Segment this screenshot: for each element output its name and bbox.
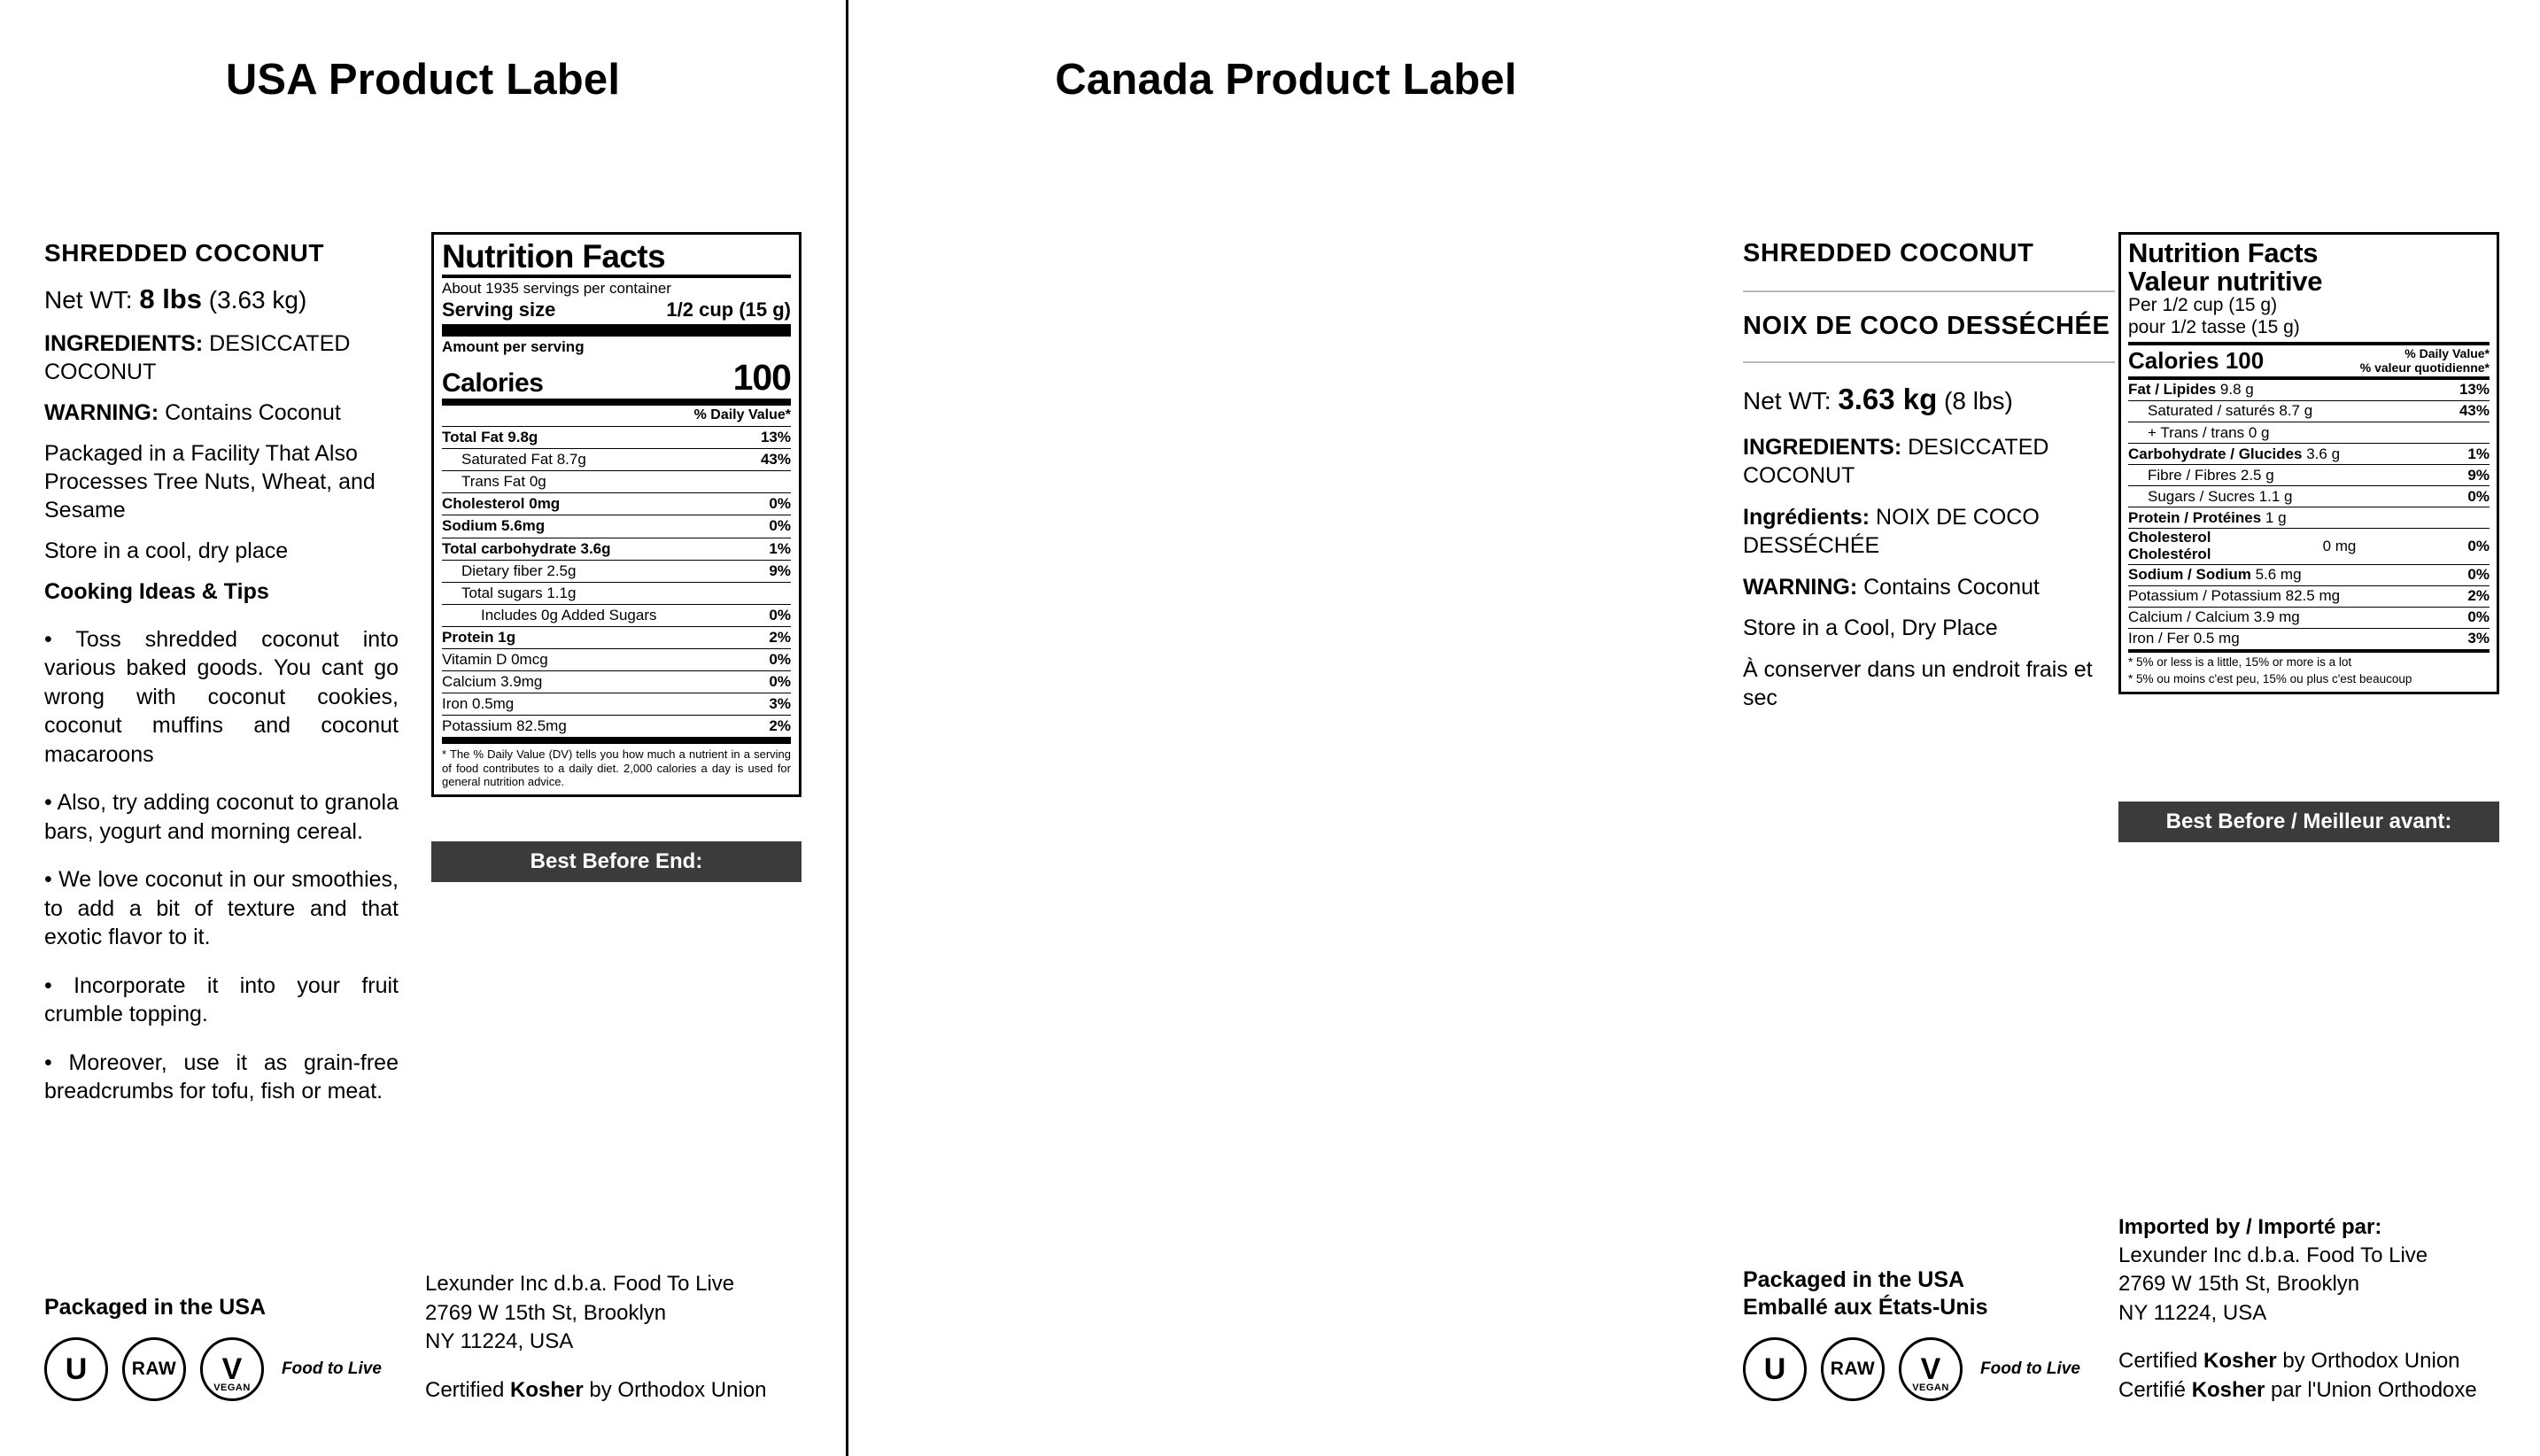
canada-nf-row [2128, 608, 2490, 628]
canada-panel-title: Canada Product Label [1055, 56, 1517, 104]
usa-nf-row-label: Potassium 82.5mg [442, 716, 567, 734]
kosher-u-letter: U [1763, 1351, 1786, 1386]
canada-warning-label: WARNING: [1743, 574, 1858, 600]
usa-facility-note: Packaged in a Facility That Also Processes Tree Nuts, Wheat, and Sesame [44, 440, 376, 523]
canada-nf-row [2128, 444, 2490, 464]
raw-icon [1821, 1337, 1885, 1401]
usa-nf-row [442, 605, 791, 626]
usa-ingredients-value: DESICCATED COCONUT [44, 330, 351, 384]
canada-packaged-in-fr: Emballé aux États-Unis [1743, 1294, 1988, 1320]
canada-nf-footnote-en: * 5% or less is a little, 15% or more is a lot [2128, 654, 2352, 669]
usa-nf-row [442, 493, 791, 515]
canada-nf-cholesterol-row [2128, 529, 2490, 563]
usa-nf-row-dv: 3% [769, 694, 791, 712]
canada-nf-calories: Calories 100 [2128, 347, 2265, 375]
canada-ingredients [1743, 433, 2115, 491]
raw-icon [122, 1337, 186, 1401]
canada-nf-cholesterol-en: Cholesterol [2128, 529, 2211, 546]
canada-nf-row-dv: 9% [2467, 466, 2490, 484]
canada-address-block [2118, 1213, 2535, 1405]
kosher-u-icon [1743, 1337, 1807, 1401]
canada-nutrition-facts-panel [2118, 232, 2499, 694]
canada-nf-row [2128, 422, 2490, 443]
usa-nf-serving-size [442, 298, 791, 324]
usa-nf-row [442, 716, 791, 737]
canada-nf-row-label: Fibre / Fibres 2.5 g [2148, 466, 2274, 484]
usa-net-weight-alt: (3.63 kg) [208, 285, 307, 314]
canada-nf-row [2128, 380, 2490, 400]
usa-storage-note: Store in a cool, dry place [44, 538, 289, 563]
usa-nf-row [442, 583, 791, 604]
usa-nf-amount-per-serving: Amount per serving [442, 338, 585, 355]
kosher-u-icon [44, 1337, 108, 1401]
usa-nf-row [442, 693, 791, 715]
canada-nf-row [2128, 486, 2490, 507]
canada-nf-rows-bottom [2128, 565, 2490, 649]
canada-divider-2 [1743, 361, 2115, 363]
canada-ingredients-value: DESICCATED COCONUT [1743, 434, 2049, 489]
canada-nf-row-label: Potassium / Potassium 82.5 mg [2128, 587, 2341, 605]
canada-nf-dv-en: % Daily Value* [2404, 345, 2490, 360]
canada-nf-row [2128, 565, 2490, 585]
canada-nf-row-label: Sugars / Sucres 1.1 g [2148, 487, 2293, 505]
usa-kosher-line [425, 1376, 824, 1405]
usa-nf-calories-label: Calories [442, 368, 544, 399]
canada-nf-row-label: + Trans / trans 0 g [2148, 423, 2270, 441]
canada-nf-row-label: Protein / Protéines 1 g [2128, 508, 2287, 526]
usa-warning [44, 399, 399, 427]
usa-text-column [44, 237, 399, 1126]
list-item: • We love coconut in our smoothies, to add a bit of texture and that exotic flavor to it. [44, 867, 399, 949]
usa-address-block [425, 1270, 824, 1405]
canada-nf-calories-row [2128, 345, 2490, 376]
canada-nf-row-dv: 2% [2467, 587, 2490, 605]
canada-nf-row-dv: 0% [2467, 608, 2490, 626]
usa-nf-row-dv: 0% [769, 650, 791, 668]
usa-nf-row-dv: 0% [769, 517, 791, 535]
usa-nf-row-dv: 13% [760, 429, 791, 446]
canada-warning [1743, 573, 2115, 602]
raw-text: RAW [1830, 1359, 1876, 1379]
usa-company-name: Lexunder Inc d.b.a. Food To Live [425, 1272, 735, 1297]
usa-nf-row-label: Dietary fiber 2.5g [461, 561, 577, 579]
canada-kosher-en-pre: Certified [2118, 1349, 2204, 1374]
usa-nf-serving-size-value: 1/2 cup (15 g) [666, 298, 791, 321]
canada-company-name: Lexunder Inc d.b.a. Food To Live [2118, 1243, 2428, 1268]
canada-nf-row-dv: 3% [2467, 630, 2490, 647]
canada-net-weight-alt: (8 lbs) [1944, 386, 2013, 414]
canada-nf-row-label: Sodium / Sodium 5.6 mg [2128, 566, 2302, 584]
vegan-text: VEGAN [213, 1382, 251, 1393]
usa-nf-row [442, 449, 791, 470]
usa-nf-calories-value: 100 [732, 357, 791, 399]
usa-nf-row [442, 627, 791, 648]
canada-nf-title-fr: Valeur nutritive [2128, 265, 2323, 297]
list-item: • Toss shredded coconut into various baked goods. You cant go wrong with coconut cookies, coconut muffins and coconut macaroons [44, 626, 399, 767]
usa-nf-row-dv: 0% [769, 672, 791, 690]
usa-nf-row [442, 649, 791, 670]
list-item: • Also, try adding coconut to granola bars, yogurt and morning cereal. [44, 790, 399, 844]
canada-ingredients-label-fr: Ingrédients: [1743, 504, 1870, 530]
canada-address-line1: 2769 W 15th St, Brooklyn [2118, 1272, 2360, 1297]
usa-nf-row-label: Total Fat 9.8g [442, 429, 538, 446]
canada-imported-by: Imported by / Importé par: [2118, 1214, 2382, 1239]
usa-nf-row-dv: 1% [769, 539, 791, 557]
canada-nf-row [2128, 629, 2490, 649]
usa-nf-row [442, 427, 791, 448]
food-to-live-logo: Food to Live [1980, 1359, 2080, 1378]
usa-nf-row [442, 671, 791, 693]
usa-nf-row-label: Total carbohydrate 3.6g [442, 539, 611, 557]
canada-nf-row-dv: 0% [2467, 487, 2490, 505]
canada-nf-row [2128, 401, 2490, 422]
usa-nf-title: Nutrition Facts [442, 238, 666, 275]
usa-nf-row-label: Cholesterol 0mg [442, 495, 561, 513]
usa-nf-row-label: Sodium 5.6mg [442, 517, 546, 535]
canada-nf-row-dv: 13% [2459, 381, 2490, 399]
usa-nf-row-dv: 0% [769, 606, 791, 623]
canada-nf-row [2128, 586, 2490, 607]
canada-nf-rows-top [2128, 380, 2490, 528]
usa-nf-row-dv: 9% [769, 561, 791, 579]
usa-nf-row-label: Saturated Fat 8.7g [461, 451, 586, 469]
usa-nf-calories [442, 356, 791, 399]
canada-ingredients-fr [1743, 503, 2115, 561]
canada-net-weight [1743, 381, 2115, 419]
canada-nf-cholesterol-amount: 0 mg [2322, 537, 2357, 554]
canada-nf-row-dv: 0% [2467, 566, 2490, 584]
list-item: • Moreover, use it as grain-free breadcrumbs for tofu, fish or meat. [44, 1049, 399, 1104]
usa-tips-list [44, 625, 399, 1106]
usa-best-before-bar: Best Before End: [431, 841, 801, 882]
canada-nf-footnote-fr: * 5% ou moins c'est peu, 15% ou plus c'est beaucoup [2128, 672, 2412, 686]
canada-nf-per-en: Per 1/2 cup (15 g) [2128, 295, 2278, 316]
usa-nf-footnote: * The % Daily Value (DV) tells you how much a nutrient in a serving of food contributes to a daily diet. 2,000 calories a day is used for general nutrition advice. [442, 747, 791, 789]
canada-text-column [1743, 237, 2115, 725]
canada-storage-fr: À conserver dans un endroit frais et sec [1743, 656, 2093, 711]
usa-warning-label: WARNING: [44, 399, 159, 425]
canada-warning-value: Contains Coconut [1863, 574, 2040, 600]
usa-nf-row-label: Protein 1g [442, 628, 516, 646]
canada-kosher-line-fr [2118, 1376, 2535, 1405]
usa-nf-row-label: Trans Fat 0g [461, 473, 546, 491]
canada-nf-row [2128, 507, 2490, 528]
usa-ingredients-label: INGREDIENTS: [44, 330, 204, 356]
usa-nutrition-facts-panel [431, 232, 801, 797]
vegan-letter: V [221, 1351, 243, 1386]
usa-nf-dv-header: % Daily Value* [693, 407, 791, 423]
usa-nf-row-label: Calcium 3.9mg [442, 672, 543, 690]
usa-product-name: SHREDDED COCONUT [44, 239, 325, 267]
canada-net-weight-value: 3.63 kg [1838, 382, 1938, 415]
usa-nf-row-label: Vitamin D 0mcg [442, 650, 548, 668]
usa-nf-row [442, 471, 791, 492]
usa-nf-row-label: Includes 0g Added Sugars [481, 606, 657, 623]
usa-packaged-in: Packaged in the USA [44, 1294, 267, 1320]
canada-nf-dv-fr: % valeur quotidienne* [2359, 360, 2490, 375]
usa-nf-row [442, 515, 791, 537]
canada-panel [848, 0, 2490, 1456]
usa-panel [0, 0, 846, 1456]
canada-nf-row-label: Calcium / Calcium 3.9 mg [2128, 608, 2300, 626]
usa-nf-row [442, 561, 791, 582]
canada-nf-title-en: Nutrition Facts [2128, 237, 2319, 268]
canada-kosher-en-post: by Orthodox Union [2276, 1349, 2460, 1374]
usa-panel-title: USA Product Label [225, 56, 621, 104]
canada-kosher-fr-pre: Certifié [2118, 1377, 2192, 1402]
usa-address-line2: NY 11224, USA [425, 1329, 574, 1354]
canada-nf-row-dv: 1% [2467, 445, 2490, 462]
usa-kosher-pre: Certified [425, 1377, 511, 1402]
canada-nf-cholesterol-labels [2128, 530, 2211, 562]
canada-kosher-line-en [2118, 1347, 2535, 1375]
canada-product-name-fr: NOIX DE COCO DESSÉCHÉE [1743, 311, 2110, 340]
usa-ingredients [44, 329, 399, 386]
canada-product-name: SHREDDED COCONUT [1743, 239, 2034, 267]
canada-ingredients-label: INGREDIENTS: [1743, 434, 1902, 460]
usa-nf-rows [442, 427, 791, 737]
usa-kosher-post: by Orthodox Union [583, 1377, 767, 1402]
canada-nf-cholesterol-dv: 0% [2467, 537, 2490, 554]
canada-nf-row-label: Fat / Lipides 9.8 g [2128, 381, 2254, 399]
canada-address-line2: NY 11224, USA [2118, 1300, 2267, 1325]
food-to-live-logo: Food to Live [282, 1359, 382, 1378]
usa-nf-row-label: Iron 0.5mg [442, 694, 515, 712]
canada-nf-row-label: Carbohydrate / Glucides 3.6 g [2128, 445, 2341, 462]
canada-packaged-in: Packaged in the USA [1743, 1266, 1965, 1292]
canada-kosher-fr-bold: Kosher [2191, 1377, 2265, 1402]
canada-kosher-fr-post: par l'Union Orthodoxe [2265, 1377, 2477, 1402]
usa-nf-row [442, 538, 791, 560]
canada-divider-1 [1743, 290, 2115, 292]
kosher-u-letter: U [65, 1351, 88, 1386]
vegan-icon [200, 1337, 264, 1401]
canada-kosher-en-bold: Kosher [2203, 1349, 2277, 1374]
canada-nf-row [2128, 465, 2490, 485]
canada-nf-row-label: Saturated / saturés 8.7 g [2148, 402, 2313, 420]
usa-nf-row-label: Total sugars 1.1g [461, 584, 577, 601]
usa-nf-servings: About 1935 servings per container [442, 280, 671, 297]
usa-net-weight-label: Net WT: [44, 285, 133, 314]
raw-text: RAW [131, 1359, 177, 1379]
canada-nf-row-dv: 43% [2459, 402, 2490, 420]
vegan-text: VEGAN [1912, 1382, 1949, 1393]
usa-nf-row-dv: 2% [769, 716, 791, 734]
vegan-letter: V [1920, 1351, 1941, 1386]
usa-nf-serving-size-label: Serving size [442, 298, 556, 321]
canada-best-before-bar: Best Before / Meilleur avant: [2118, 802, 2499, 842]
canada-net-weight-label: Net WT: [1743, 386, 1831, 414]
canada-nf-row-label: Iron / Fer 0.5 mg [2128, 630, 2240, 647]
canada-storage: Store in a Cool, Dry Place [1743, 616, 1998, 641]
usa-kosher-bold: Kosher [510, 1377, 584, 1402]
usa-warning-value: Contains Coconut [165, 399, 341, 425]
vegan-icon [1899, 1337, 1963, 1401]
usa-nf-row-dv: 0% [769, 495, 791, 513]
canada-ingredients-value-fr: NOIX DE COCO DESSÉCHÉE [1743, 504, 2040, 559]
usa-nf-row-dv: 2% [769, 628, 791, 646]
canada-nf-cholesterol-fr: Cholestérol [2128, 545, 2211, 562]
usa-nf-row-dv: 43% [760, 451, 791, 469]
list-item: • Incorporate it into your fruit crumble topping. [44, 972, 399, 1026]
usa-net-weight-value: 8 lbs [139, 283, 202, 314]
usa-address-line1: 2769 W 15th St, Brooklyn [425, 1300, 667, 1325]
canada-nf-dv-headers [2360, 346, 2490, 375]
canada-nf-per-fr: pour 1/2 tasse (15 g) [2128, 316, 2300, 337]
usa-net-weight [44, 282, 399, 317]
usa-tips-heading: Cooking Ideas & Tips [44, 578, 269, 604]
